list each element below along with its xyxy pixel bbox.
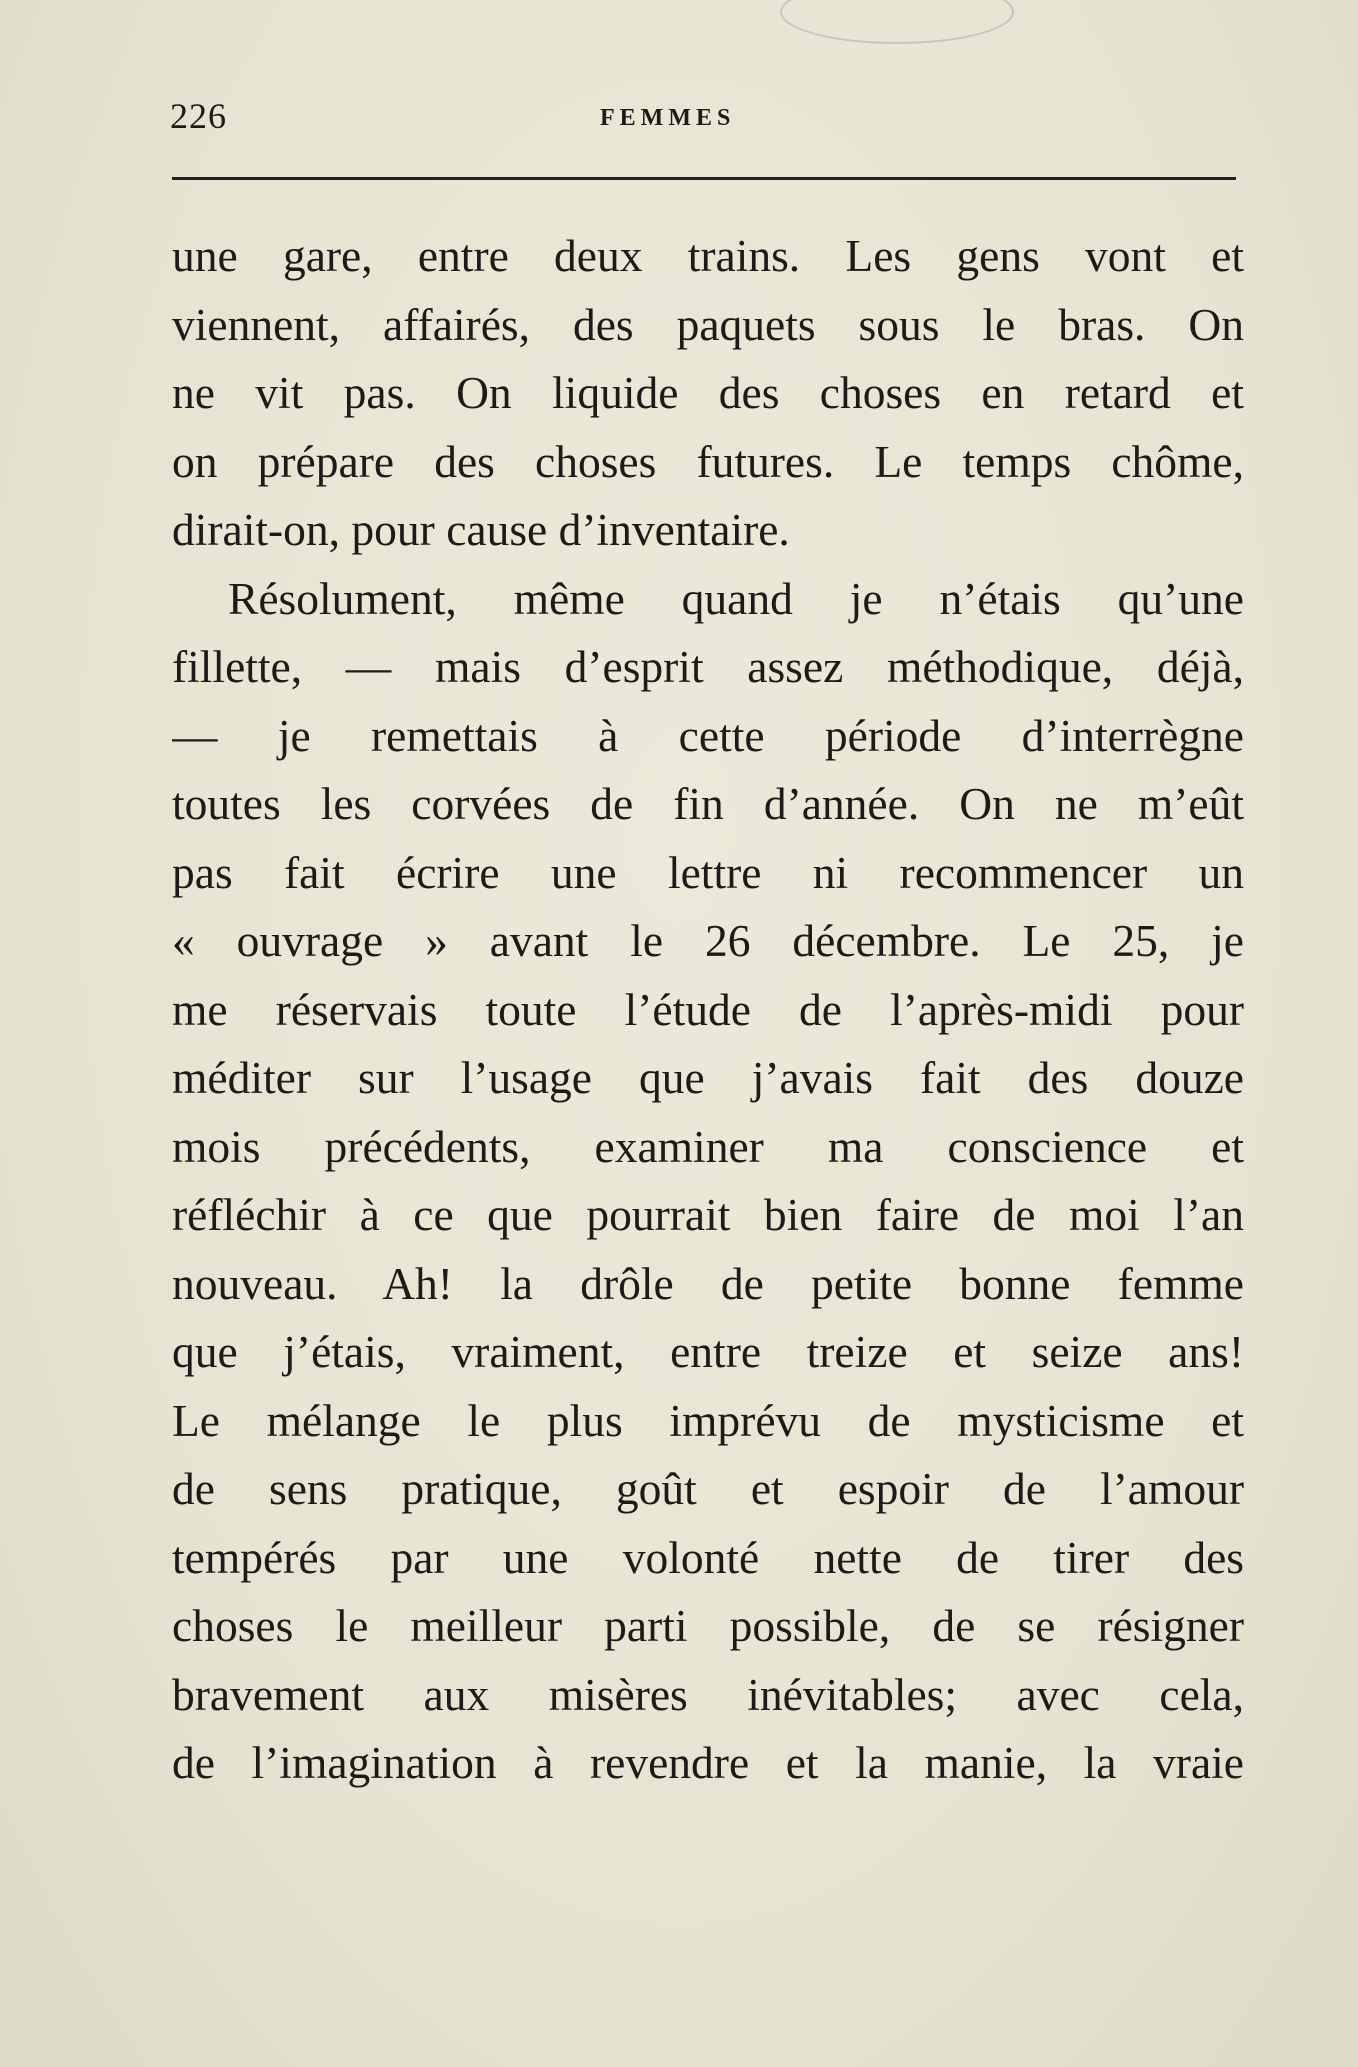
text-line: on prépare des choses futures. Le temps chôme, (172, 435, 1244, 487)
text-line: de l’imagination à revendre et la manie, la vraie (172, 1737, 1244, 1788)
text-line: toutes les corvées de fin d’année. On ne m’eût (172, 778, 1244, 829)
text-line: pas fait écrire une lettre ni recommencer un (172, 846, 1244, 898)
library-stamp (780, 0, 1014, 44)
text-line: que j’étais, vraiment, entre treize et seize ans! (172, 1326, 1244, 1377)
text-line: viennent, affairés, des paquets sous le bras. On (172, 298, 1244, 350)
text-line: — je remettais à cette période d’interrègne (172, 709, 1244, 761)
header-rule (172, 177, 1236, 180)
text-line: tempérés par une volonté nette de tirer des (172, 1531, 1244, 1583)
text-line: Résolument, même quand je n’étais qu’une (228, 572, 1244, 624)
text-line: Le mélange le plus imprévu de mysticisme et (172, 1394, 1244, 1446)
text-line: dirait-on, pour cause d’inventaire. (172, 504, 790, 555)
text-line: une gare, entre deux trains. Les gens vont et (172, 230, 1244, 281)
text-line: ne vit pas. On liquide des choses en retard et (172, 367, 1244, 418)
text-line: bravement aux misères inévitables; avec cela, (172, 1668, 1244, 1720)
text-line: « ouvrage » avant le 26 décembre. Le 25, je (172, 915, 1244, 966)
text-line: me réservais toute l’étude de l’après-midi pour (172, 983, 1244, 1035)
text-line: réfléchir à ce que pourrait bien faire de moi l’an (172, 1189, 1244, 1240)
text-line: mois précédents, examiner ma conscience et (172, 1120, 1244, 1172)
text-line: nouveau. Ah! la drôle de petite bonne femme (172, 1257, 1244, 1309)
page-number: 226 (170, 96, 227, 136)
text-line: de sens pratique, goût et espoir de l’amour (172, 1463, 1244, 1514)
text-line: choses le meilleur parti possible, de se résigner (172, 1600, 1244, 1651)
running-head: FEMMES (600, 105, 736, 131)
page-header (170, 95, 1238, 145)
text-line: fillette, — mais d’esprit assez méthodique, déjà, (172, 641, 1244, 692)
body-text (172, 222, 1244, 1798)
text-line: méditer sur l’usage que j’avais fait des douze (172, 1052, 1244, 1103)
